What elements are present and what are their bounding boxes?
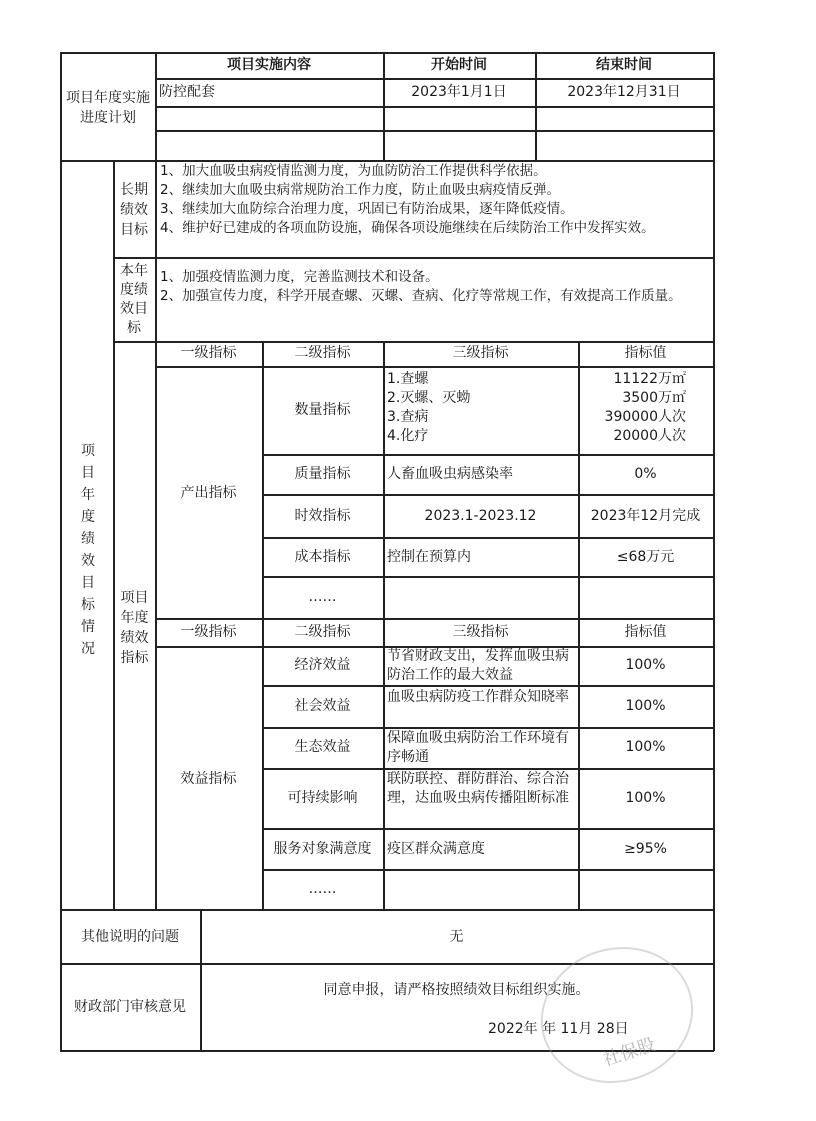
other-issues-label: 其他说明的问题 [81,929,179,945]
quality-indicator-label: 质量指标 [294,466,351,482]
quality-indicator-item: 人畜血吸虫病感染率 [387,466,513,482]
economic-benefit-item: 节省财政支出，发挥血吸虫病防治工作的最大效益 [387,648,569,683]
quantity-value: 11122万㎡ [613,371,686,387]
finance-review-date: 2022年 年 11月 28日 [488,1021,629,1037]
indicator-header-level1: 一级指标 [180,345,237,361]
cost-indicator-value: ≤68万元 [616,549,675,565]
other-issues-value: 无 [449,929,464,945]
sustainable-impact-label: 可持续影响 [287,790,358,806]
quality-indicator-value: 0% [634,466,657,482]
quantity-item: 3.查病 [387,409,429,425]
social-benefit-value: 100% [625,698,666,714]
indicator-header-value: 指标值 [624,345,667,361]
schedule-row-start: 2023年1月1日 [411,84,507,100]
schedule-header-end: 结束时间 [596,57,652,73]
economic-benefit-label: 经济效益 [294,657,351,673]
quantity-items [387,370,470,446]
annual-list [160,268,712,306]
schedule-label: 项目年度实施进度计划 [66,90,150,126]
annual-label: 本年度绩效目标 [120,263,148,336]
timeliness-indicator-item: 2023.1-2023.12 [424,508,537,524]
indicator-header-value: 指标值 [624,624,667,640]
schedule-header-content: 项目实施内容 [227,57,311,73]
indicator-header-level1: 一级指标 [180,624,237,640]
quantity-values [578,370,686,446]
schedule-row-end: 2023年12月31日 [567,84,681,100]
social-benefit-label: 社会效益 [294,698,351,714]
satisfaction-item: 疫区群众满意度 [387,841,485,857]
quantity-item: 4.化疗 [387,428,429,444]
satisfaction-label: 服务对象满意度 [273,841,372,857]
ecological-benefit-item: 保障血吸虫病防治工作环境有序畅通 [387,730,569,765]
cost-indicator-label: 成本指标 [294,549,351,565]
finance-review-opinion: 同意申报，请严格按照绩效目标组织实施。 [323,982,590,998]
long-term-label: 长期绩效目标 [120,182,148,238]
long-term-item: 2、继续加大血吸虫病常规防治工作力度，防止血吸虫病疫情反弹。 [160,182,561,198]
quantity-item: 2.灭螺、灭蚴 [387,390,471,406]
long-term-list [160,162,712,238]
output-indicator-label: 产出指标 [180,485,237,501]
ecological-benefit-label: 生态效益 [294,739,351,755]
quantity-indicator-label: 数量指标 [294,402,351,418]
sustainable-impact-item: 联防联控、群防群治、综合治理，达血吸虫病传播阻断标准 [387,771,569,806]
indicator-header-level3: 三级指标 [452,345,509,361]
quantity-item: 1.查螺 [387,371,429,387]
indicator-header-level3: 三级指标 [452,624,509,640]
annual-item: 2、加强宣传力度，科学开展查螺、灭螺、查病、化疗等常规工作，有效提高工作质量。 [160,288,682,304]
official-seal [523,927,711,1102]
satisfaction-value: ≥95% [624,841,667,857]
output-ellipsis: …… [308,589,337,605]
schedule-row-content: 防控配套 [159,84,215,100]
sustainable-impact-value: 100% [625,790,666,806]
performance-label: 项目年度绩效目标情况 [81,443,95,657]
indicator-header-level2: 二级指标 [294,345,351,361]
annual-item: 1、加强疫情监测力度，完善监测技术和设备。 [160,269,439,285]
economic-benefit-value: 100% [625,657,666,673]
quantity-value: 390000人次 [604,409,686,425]
benefit-indicator-label: 效益指标 [180,771,237,787]
cost-indicator-item: 控制在预算内 [387,549,471,565]
timeliness-indicator-value: 2023年12月完成 [590,508,701,524]
long-term-item: 4、维护好已建成的各项血防设施，确保各项设施继续在后续防治工作中发挥实效。 [160,220,655,236]
indicator-header-level2: 二级指标 [294,624,351,640]
indicators-label: 项目年度绩效指标 [120,590,149,666]
schedule-header-start: 开始时间 [431,57,487,73]
seal-text: 社保股 [600,1034,659,1071]
quantity-value: 3500万㎡ [622,390,686,406]
benefit-ellipsis: …… [308,881,337,897]
ecological-benefit-value: 100% [625,739,666,755]
quantity-value: 20000人次 [613,428,686,444]
long-term-item: 3、继续加大血防综合治理力度，巩固已有防治成果，逐年降低疫情。 [160,201,574,217]
social-benefit-item: 血吸虫病防疫工作群众知晓率 [387,689,569,705]
long-term-item: 1、加大血吸虫病疫情监测力度，为血防防治工作提供科学依据。 [160,163,547,179]
finance-review-label: 财政部门审核意见 [74,999,186,1015]
timeliness-indicator-label: 时效指标 [294,508,351,524]
